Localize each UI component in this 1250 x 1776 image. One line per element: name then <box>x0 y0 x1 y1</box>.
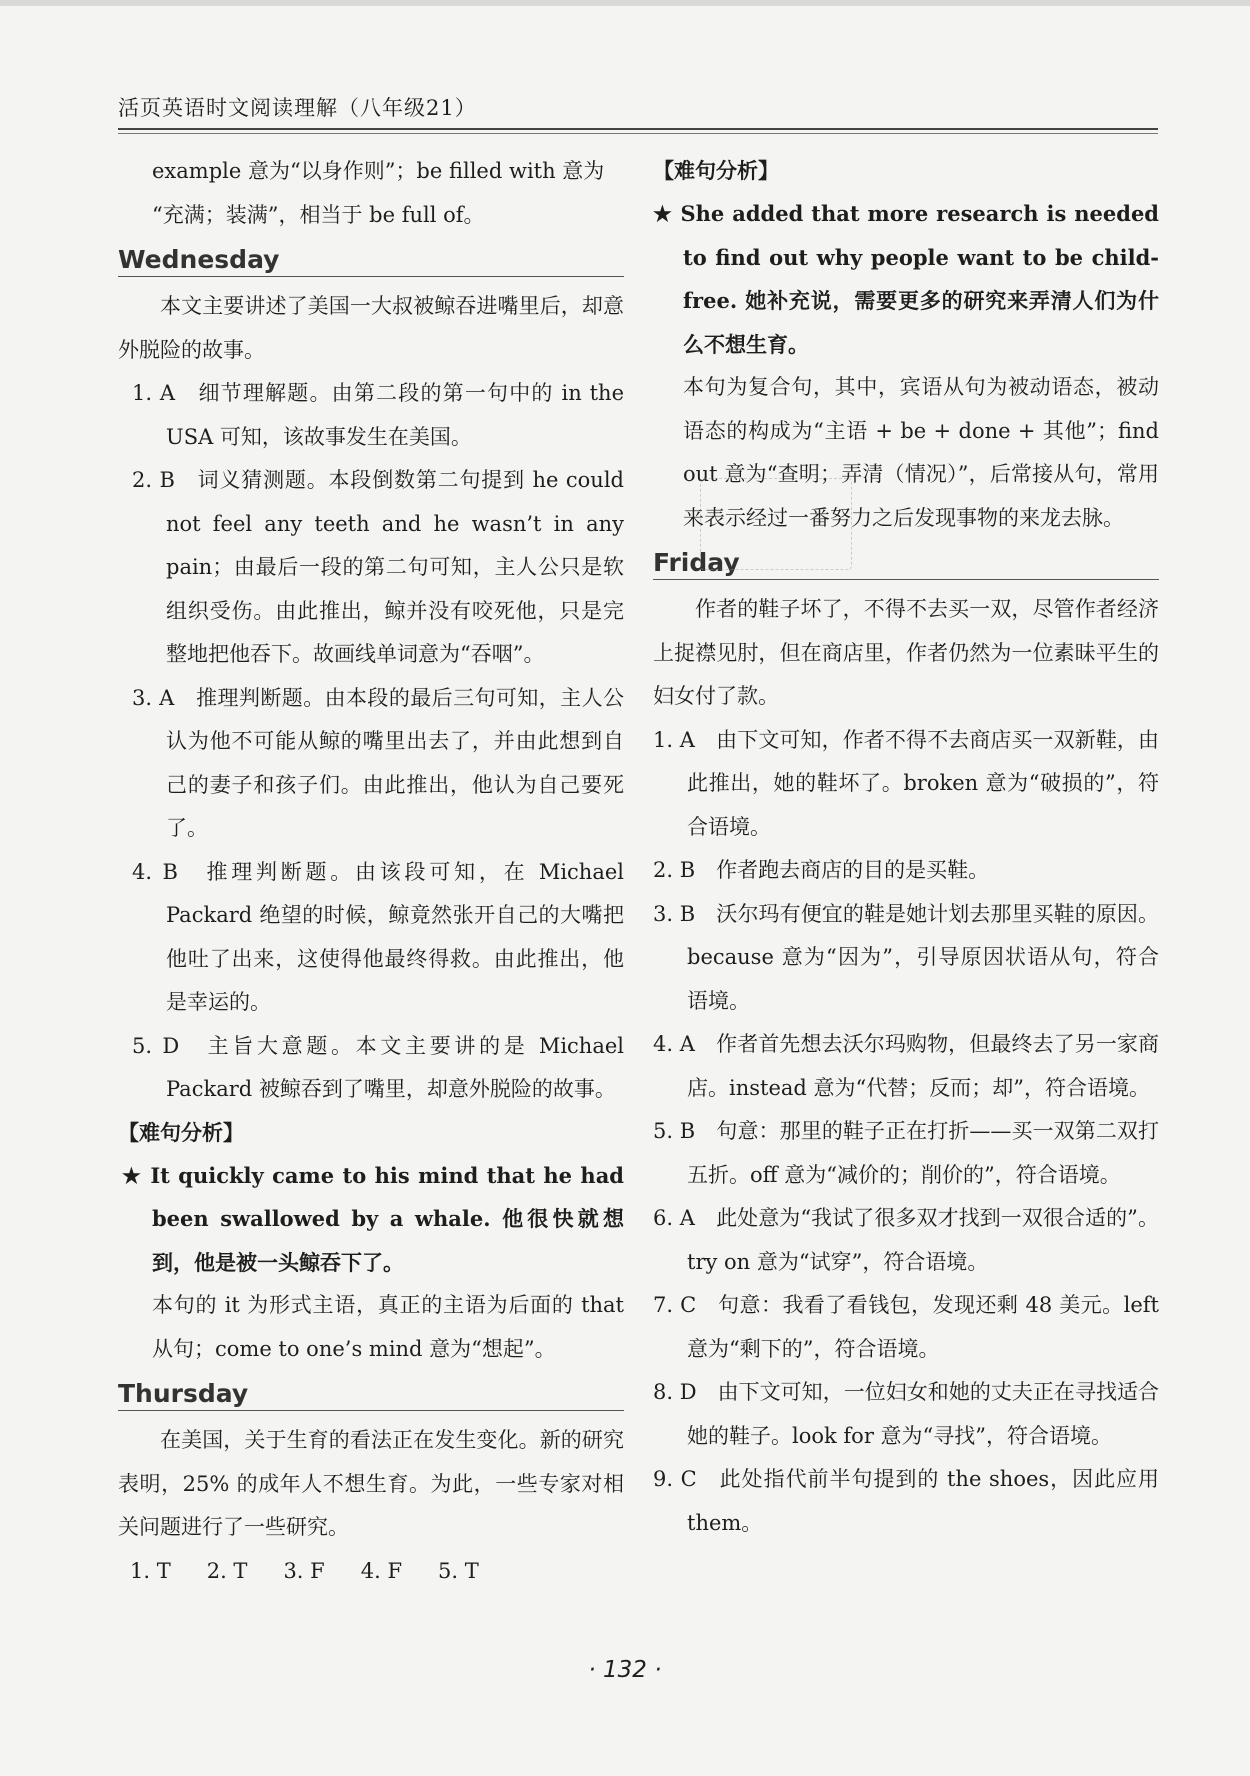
fri-answer-7: 7. C 句意：我看了看钱包，发现还剩 48 美元。left 意为“剩下的”，符合语境。 <box>653 1293 1159 1361</box>
difficult-sentence-heading-right: 【难句分析】 <box>653 159 779 183</box>
wednesday-summary: 本文主要讲述了美国一大叔被鲸吞进嘴里后，却意外脱险的故事。 <box>118 294 624 362</box>
fri-answer-2: 2. B 作者跑去商店的目的是买鞋。 <box>653 858 990 882</box>
thursday-answer: 3. F <box>283 1558 325 1583</box>
difficult-sentence-right: ★ She added that more research is needed to find out why people want to be child-free. 她补充说，需要更多的研究来弄清人们为什么不想生育。 <box>653 201 1159 357</box>
right-column <box>653 150 1159 1545</box>
fri-answer-5: 5. B 句意：那里的鞋子正在打折——买一双第二双打五折。off 意为“减价的；削价的”，符合语境。 <box>653 1119 1159 1187</box>
heading-thursday: Thursday <box>118 1379 624 1411</box>
fri-answer-8: 8. D 由下文可知，一位妇女和她的丈夫正在寻找适合她的鞋子。look for 意为“寻找”，符合语境。 <box>653 1380 1159 1448</box>
thursday-answer: 2. T <box>206 1558 248 1583</box>
thursday-answer: 1. T <box>130 1558 171 1583</box>
heading-wednesday: Wednesday <box>118 245 624 277</box>
wed-answer-4: 4. B 推理判断题。由该段可知，在 Michael Packard 绝望的时候，鲸竟然张开自己的大嘴把他吐了出来，这使得他最终得救。由此推出，他是幸运的。 <box>132 859 624 1014</box>
page-top-edge <box>0 0 1250 6</box>
analysis-left: 本句的 it 为形式主语，真正的主语为后面的 that 从句；come to one’s mind 意为“想起”。 <box>152 1293 624 1361</box>
thursday-summary: 在美国，关于生育的看法正在发生变化。新的研究表明，25% 的成年人不想生育。为此，一些专家对相关问题进行了一些研究。 <box>118 1428 624 1539</box>
fri-answer-6: 6. A 此处意为“我试了很多双才找到一双很合适的”。try on 意为“试穿”，符合语境。 <box>653 1206 1159 1274</box>
thursday-answer: 5. T <box>438 1558 479 1583</box>
left-column <box>118 150 624 1593</box>
watermark-stamp <box>700 478 852 570</box>
heading-friday: Friday <box>653 548 1159 580</box>
running-header <box>118 92 1158 124</box>
fri-answer-9: 9. C 此处指代前半句提到的 the shoes，因此应用 them。 <box>653 1467 1159 1535</box>
thursday-answer: 4. F <box>360 1558 403 1583</box>
header-rule-thin <box>118 133 1158 134</box>
wed-answer-5: 5. D 主旨大意题。本文主要讲的是 Michael Packard 被鲸吞到了嘴里，却意外脱险的故事。 <box>132 1033 624 1101</box>
difficult-sentence-heading-left: 【难句分析】 <box>118 1120 244 1145</box>
difficult-sentence-left: ★ It quickly came to his mind that he had been swallowed by a whale. 他很快就想到，他是被一头鲸吞下了。 <box>122 1162 624 1275</box>
analysis-right: 本句为复合句，其中，宾语从句为被动语态，被动语态的构成为“主语 + be + done + 其他”；find out 意为“查明；弄清（情况）”，后常接从句，常用来表示经过一番努力之后发现事物的来龙去脉。 <box>683 375 1159 530</box>
fri-answer-3: 3. B 沃尔玛有便宜的鞋是她计划去那里买鞋的原因。because 意为“因为”，引导原因状语从句，符合语境。 <box>653 901 1159 1013</box>
thursday-answers <box>118 1550 624 1593</box>
fri-answer-4: 4. A 作者首先想去沃尔玛购物，但最终去了另一家商店。instead 意为“代替；反而；却”，符合语境。 <box>653 1032 1159 1100</box>
header-rule <box>118 128 1158 130</box>
page-number: · 132 · <box>588 1657 662 1683</box>
intro-line-1: example 意为“以身作则”；be filled with 意为 <box>152 159 605 183</box>
wed-answer-2: 2. B 词义猜测题。本段倒数第二句提到 he could not feel any teeth and he wasn’t in any pain；由最后一段的第二句可知，主人公只是软组织受伤。由此推出，鲸并没有咬死他，只是完整地把他吞下。故画线单词意为“吞咽”。 <box>132 468 624 666</box>
friday-summary: 作者的鞋子坏了，不得不去买一双，尽管作者经济上捉襟见肘，但在商店里，作者仍然为一位素昧平生的妇女付了款。 <box>653 597 1159 708</box>
intro-line-2: “充满；装满”，相当于 be full of。 <box>152 202 485 227</box>
wed-answer-1: 1. A 细节理解题。由第二段的第一句中的 in the USA 可知，该故事发生在美国。 <box>132 381 624 449</box>
header-title: 活页英语时文阅读理解（八年级21） <box>118 96 477 120</box>
fri-answer-1: 1. A 由下文可知，作者不得不去商店买一双新鞋，由此推出，她的鞋坏了。broken 意为“破损的”，符合语境。 <box>653 727 1159 839</box>
wed-answer-3: 3. A 推理判断题。由本段的最后三句可知，主人公认为他不可能从鲸的嘴里出去了，并由此想到自己的妻子和孩子们。由此推出，他认为自己要死了。 <box>132 685 624 840</box>
